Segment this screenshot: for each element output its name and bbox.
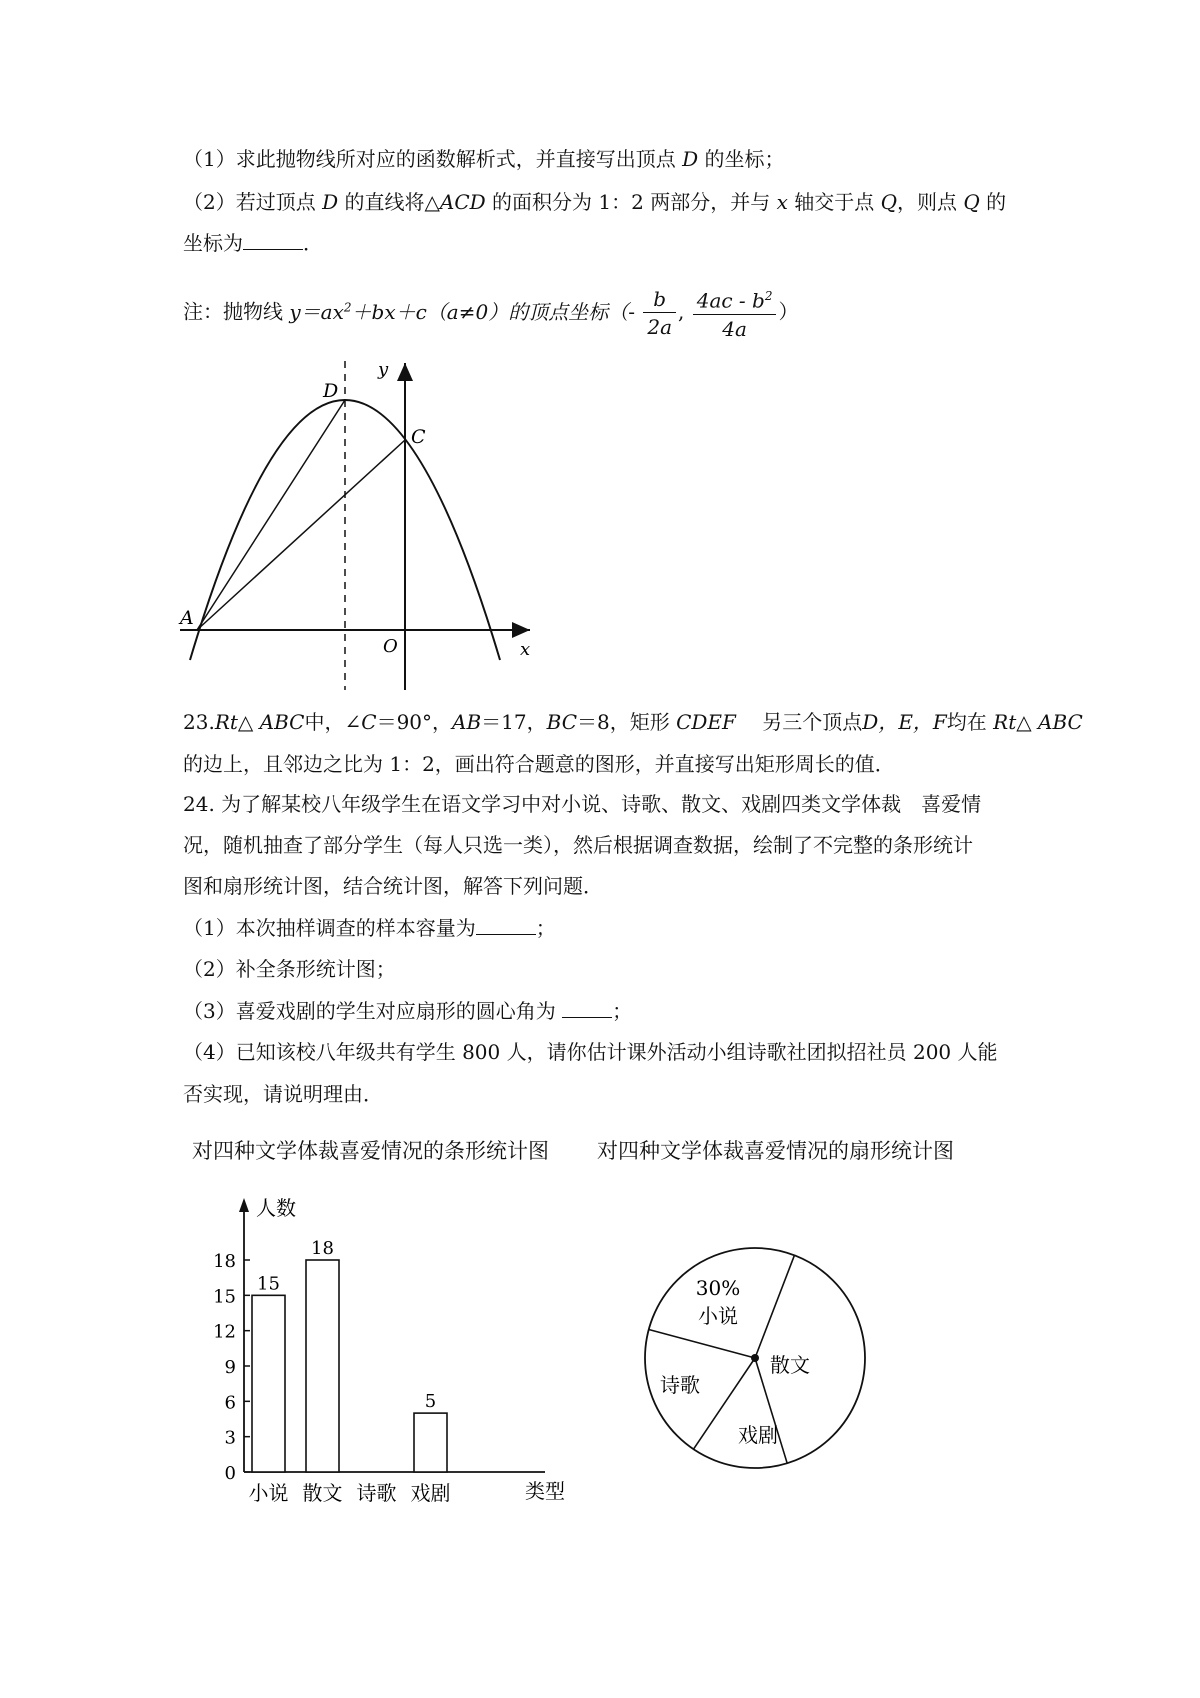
- q24-sub2: （2）补全条形统计图；: [183, 957, 396, 981]
- y-tick-label: 9: [224, 1357, 236, 1378]
- pie-center: [751, 1354, 759, 1362]
- fraction-4ac-b2-4a: $\frac{4ac - b^2}{4a}$: [693, 283, 777, 343]
- q22-part2: （2）若过顶点 D 的直线将△ACD 的面积分为 1：2 两部分，并与 x 轴交于点 Q，则点 Q 的: [183, 190, 1007, 214]
- slice-label: 诗歌: [660, 1373, 700, 1397]
- x-tick-label: 散文: [302, 1481, 343, 1505]
- label-A: A: [180, 607, 194, 629]
- slice-percent-label: 30%: [695, 1276, 741, 1300]
- y-axis-label: 人数: [256, 1196, 296, 1220]
- bar-chart-title: 对四种文学体裁喜爱情况的条形统计图: [192, 1139, 549, 1163]
- q23-line2: 的边上，且邻边之比为 1：2，画出符合题意的图形，并直接写出矩形周长的值．: [183, 752, 895, 776]
- data-label: 5: [424, 1391, 437, 1413]
- answer-blank: [476, 916, 536, 935]
- label-D: D: [323, 380, 339, 402]
- y-tick-label: 3: [224, 1427, 236, 1449]
- label-y: y: [378, 359, 389, 380]
- bar: [306, 1260, 339, 1472]
- label-O: O: [383, 636, 398, 657]
- pie-chart-title: 对四种文学体裁喜爱情况的扇形统计图: [597, 1139, 954, 1163]
- data-label: 15: [257, 1273, 280, 1295]
- y-tick-label: 6: [224, 1392, 236, 1414]
- slice-label: 戏剧: [738, 1423, 778, 1447]
- data-label: 18: [311, 1238, 334, 1259]
- x-tick-label: 戏剧: [410, 1481, 451, 1505]
- q24-line1: 24. 为了解某校八年级学生在语文学习中对小说、诗歌、散文、戏剧四类文学体裁 喜爱情: [183, 792, 982, 816]
- q24-sub5: 否实现，请说明理由．: [183, 1082, 383, 1106]
- y-tick-label: 18: [213, 1251, 236, 1272]
- answer-blank: [562, 999, 612, 1018]
- label-C: C: [411, 426, 426, 448]
- q24-sub1: （1）本次抽样调查的样本容量为 ；: [183, 916, 556, 940]
- q22-part2-cont: 坐标为 ．: [183, 231, 323, 255]
- pie-chart: [640, 1240, 900, 1500]
- bar: [414, 1413, 447, 1472]
- q24-sub4: （4）已知该校八年级共有学生 800 人，请你估计课外活动小组诗歌社团拟招社员 200 人能: [183, 1040, 998, 1064]
- y-axis-arrow: [239, 1198, 249, 1212]
- bar: [252, 1295, 285, 1472]
- fraction-b-2a: $\frac{b}{2a}$: [643, 286, 676, 341]
- q24-sub3: （3）喜爱戏剧的学生对应扇形的圆心角为 ；: [183, 999, 633, 1023]
- y-tick-label: 12: [213, 1321, 236, 1343]
- x-tick-label: 诗歌: [356, 1481, 397, 1505]
- slice-label: 散文: [770, 1353, 810, 1377]
- slice-label: 小说: [698, 1304, 738, 1328]
- y-tick-label: 0: [224, 1463, 236, 1484]
- label-x: x: [520, 639, 531, 660]
- answer-blank: [243, 231, 303, 250]
- q24-line2: 况，随机抽查了部分学生（每人只选一类），然后根据调查数据，绘制了不完整的条形统计: [183, 833, 973, 857]
- x-tick-label: 小说: [248, 1481, 289, 1505]
- q24-line3: 图和扇形统计图，结合统计图，解答下列问题．: [183, 874, 603, 898]
- parabola-graph: [175, 355, 535, 695]
- q23-line1: 23.Rt△ ABC中，∠C＝90°，AB＝17，BC＝8，矩形 CDEF 另三个顶点D，E，F均在 Rt△ ABC: [183, 710, 1083, 734]
- bar-chart: [200, 1180, 620, 1520]
- q22-part1: （1）求此抛物线所对应的函数解析式，并直接写出顶点 D 的坐标；: [183, 147, 785, 171]
- q22-note: 注：抛物线 $y=ax^2+bx+c(a\ne 0)$的顶点坐标（- $\frac{b}{2a}$ , $\frac{4ac - b^2}{4a}$ ）: [183, 280, 798, 343]
- y-tick-label: 15: [213, 1286, 236, 1308]
- x-axis-label: 类型: [525, 1479, 565, 1503]
